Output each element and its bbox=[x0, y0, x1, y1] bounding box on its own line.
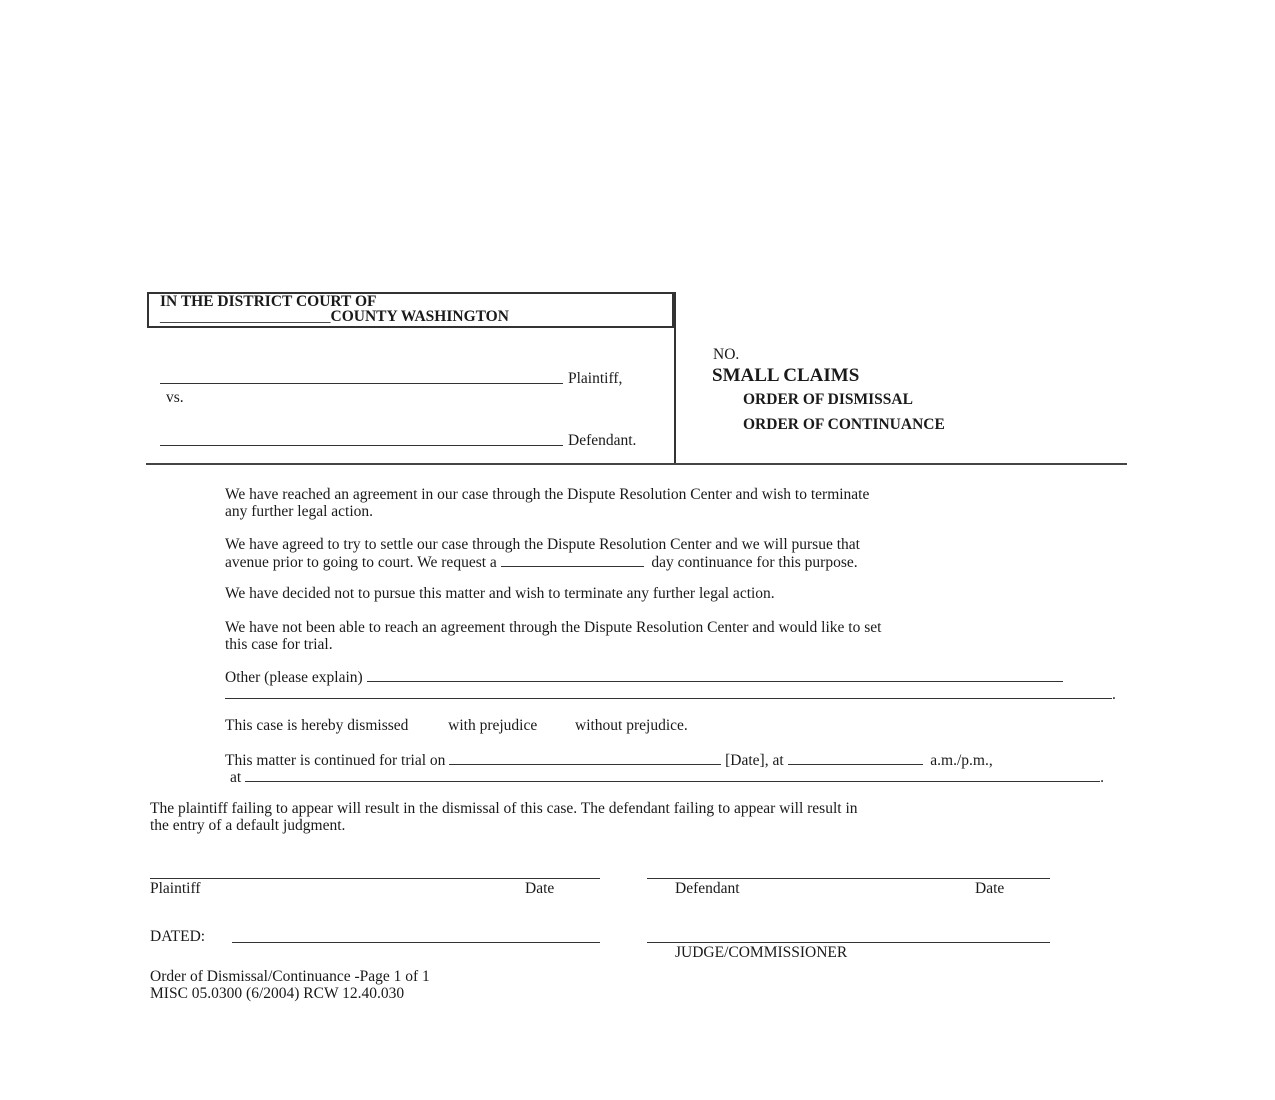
order-dismissal-heading: ORDER OF DISMISSAL bbox=[743, 391, 913, 408]
judge-signature-label: JUDGE/COMMISSIONER bbox=[675, 944, 848, 961]
caption-divider bbox=[674, 292, 676, 464]
other-explain-field-line1[interactable] bbox=[367, 668, 1063, 682]
option-trial-line2: this case for trial. bbox=[225, 636, 333, 653]
court-heading-line1: IN THE DISTRICT COURT OF bbox=[160, 293, 377, 310]
case-number-label: NO. bbox=[713, 346, 740, 363]
without-prejudice-option[interactable]: without prejudice. bbox=[575, 717, 688, 734]
option-agreement-line2: any further legal action. bbox=[225, 503, 374, 520]
defendant-date-label: Date bbox=[975, 880, 1005, 897]
dated-label: DATED: bbox=[150, 928, 206, 945]
notice-line2: the entry of a default judgment. bbox=[150, 817, 346, 834]
caption-bottom-rule bbox=[146, 463, 1127, 465]
court-heading-line2: ______________________COUNTY WASHINGTON bbox=[160, 308, 509, 325]
notice-line1: The plaintiff failing to appear will result in the dismissal of this case. The defendant failing to appear will result in bbox=[150, 800, 858, 817]
footer-form-code: MISC 05.0300 (6/2004) RCW 12.40.030 bbox=[150, 985, 405, 1002]
option-other: Other (please explain) bbox=[225, 668, 1063, 686]
continuance-days-field[interactable] bbox=[501, 553, 644, 567]
option-settle-line2: avenue prior to going to court. We request a day continuance for this purpose. bbox=[225, 554, 858, 571]
plaintiff-date-label: Date bbox=[525, 880, 555, 897]
continuance-row: This matter is continued for trial on [Date], at a.m./p.m., bbox=[225, 752, 993, 769]
footer-page-info: Order of Dismissal/Continuance -Page 1 of 1 bbox=[150, 968, 430, 985]
option-settle-line1: We have agreed to try to settle our case through the Dispute Resolution Center and we will pursue that bbox=[225, 536, 860, 553]
defendant-label: Defendant. bbox=[568, 432, 637, 449]
plaintiff-label: Plaintiff, bbox=[568, 370, 623, 387]
option-not-pursue: We have decided not to pursue this matter and wish to terminate any further legal action. bbox=[225, 585, 775, 602]
trial-time-field[interactable] bbox=[788, 751, 923, 765]
dismissal-row: This case is hereby dismissed with prejudice without prejudice. bbox=[225, 717, 688, 734]
dated-field[interactable] bbox=[232, 942, 600, 943]
order-continuance-heading: ORDER OF CONTINUANCE bbox=[743, 416, 945, 433]
with-prejudice-option[interactable]: with prejudice bbox=[448, 717, 538, 734]
continuance-location-row: at . bbox=[230, 769, 1104, 786]
plaintiff-signature-field[interactable] bbox=[150, 878, 600, 879]
option-agreement-line1: We have reached an agreement in our case through the Dispute Resolution Center and wish to terminate bbox=[225, 486, 870, 503]
option-other-line2: . bbox=[225, 685, 1116, 703]
defendant-signature-label: Defendant bbox=[675, 880, 740, 897]
trial-location-field[interactable] bbox=[245, 768, 1100, 782]
plaintiff-name-field[interactable] bbox=[160, 383, 563, 384]
county-name-field[interactable]: ______________________ bbox=[160, 308, 331, 325]
plaintiff-signature-label: Plaintiff bbox=[150, 880, 201, 897]
defendant-name-field[interactable] bbox=[160, 445, 563, 446]
trial-date-field[interactable] bbox=[449, 751, 721, 765]
defendant-signature-field[interactable] bbox=[647, 878, 1050, 879]
option-trial-line1: We have not been able to reach an agreement through the Dispute Resolution Center and would like to set bbox=[225, 619, 882, 636]
other-explain-field-line2[interactable] bbox=[225, 685, 1112, 699]
vs-label: vs. bbox=[166, 389, 184, 406]
judge-signature-field[interactable] bbox=[647, 942, 1050, 943]
form-title: SMALL CLAIMS bbox=[712, 365, 860, 386]
